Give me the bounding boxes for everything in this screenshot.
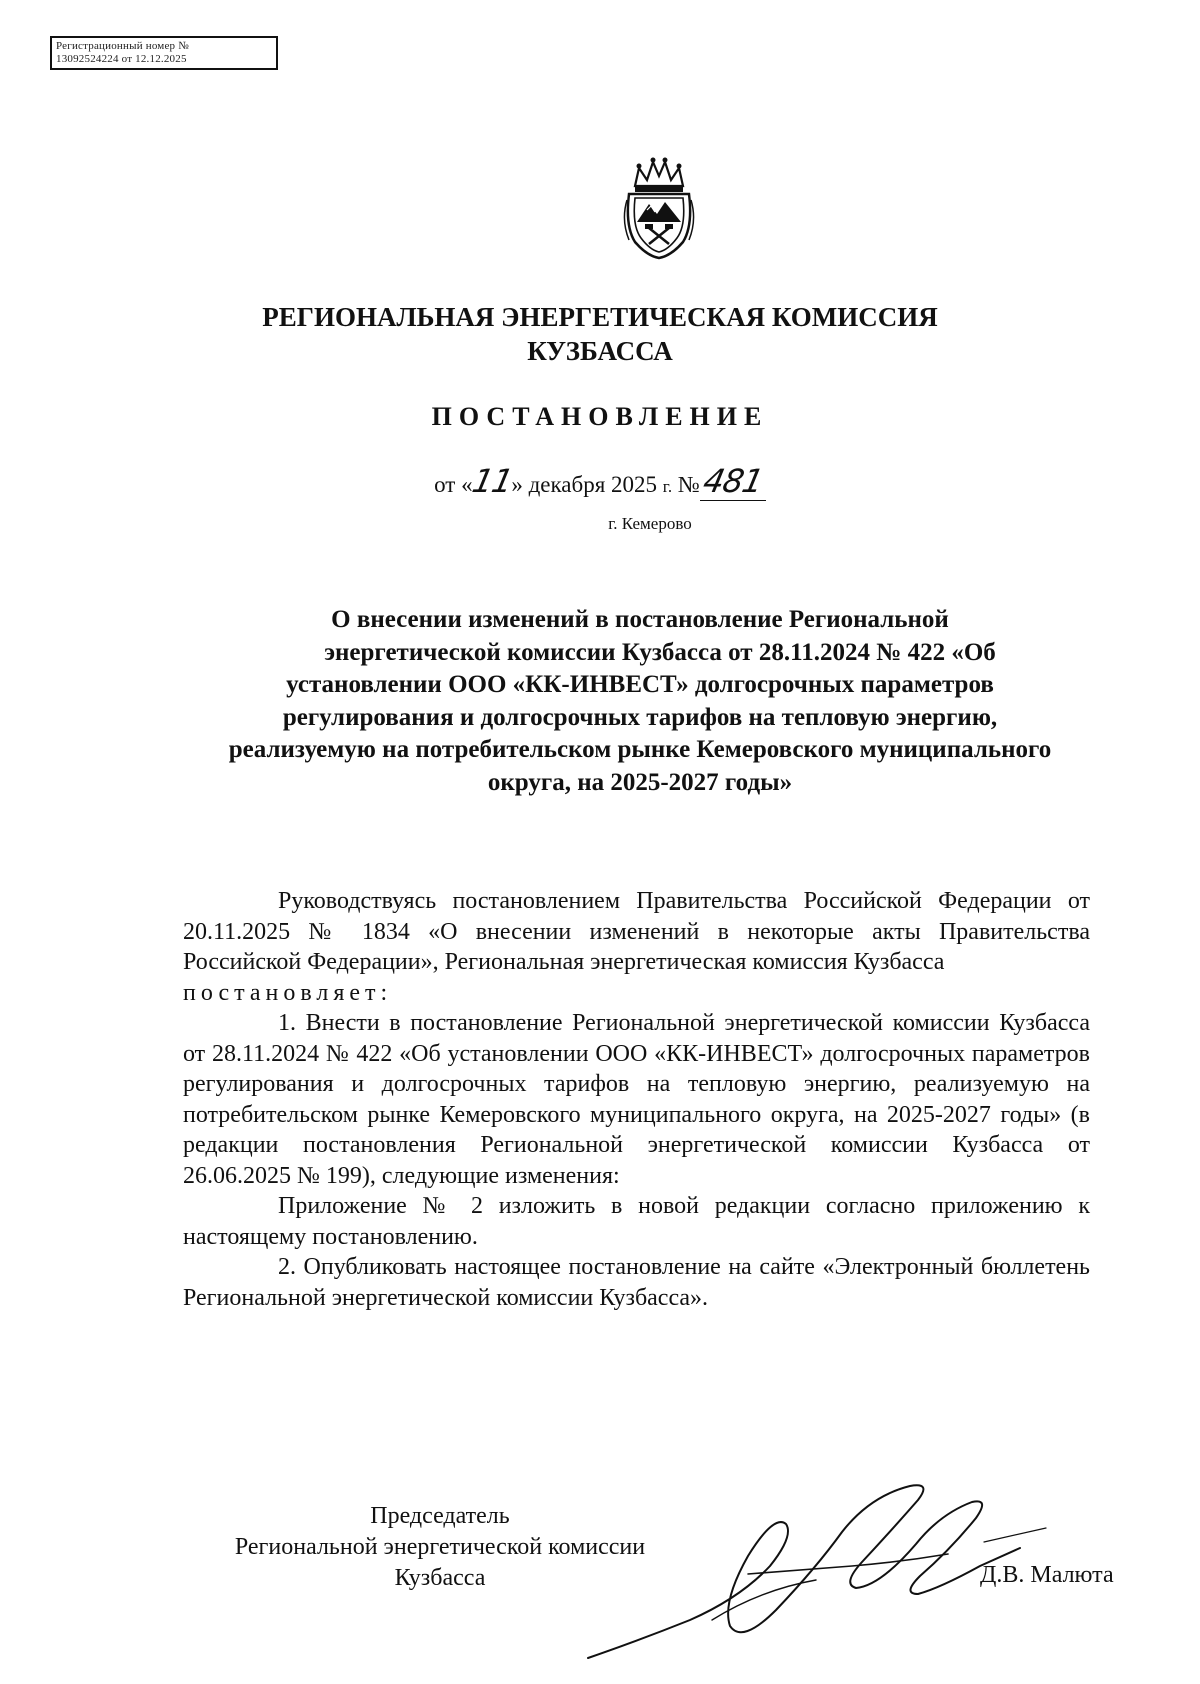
decree-dateline — [0, 462, 1200, 501]
registration-line-1: Регистрационный номер № — [56, 40, 189, 52]
registration-stamp — [50, 36, 278, 70]
resolves-word: постановляет: — [183, 979, 393, 1006]
organization-line-1: РЕГИОНАЛЬНАЯ ЭНЕРГЕТИЧЕСКАЯ КОМИССИЯ — [262, 302, 938, 332]
subject-line-1: О внесении изменений в постановление Региональной — [331, 606, 949, 633]
signatory-position-line-3: Кузбасса — [394, 1565, 486, 1591]
signatory-name: Д.В. Малюта — [980, 1562, 1114, 1588]
item-1-paragraph: 1. Внести в постановление Региональной энергетической комиссии Кузбасса от 28.11.2024 № 422 «Об установлении ООО «КК-ИНВЕСТ» долгосрочных параметров регулирования и долгосрочных тарифов на тепловую энергию, реализуемую на потребительском рынке Кемеровского муниципального округа, на 2025-2027 годы» (в редакции постановления Региональной энергетической комиссии Кузбасса от 26.06.2025 № 199), следующие изменения: — [183, 1010, 1090, 1189]
date-month-year: » декабря 2025 — [511, 472, 663, 497]
organization-name — [0, 300, 1200, 368]
signatory-position-line-1: Председатель — [370, 1503, 510, 1529]
handwritten-day: 11 — [468, 462, 516, 500]
number-prefix: № — [672, 472, 700, 497]
decree-city: г. Кемерово — [608, 514, 692, 533]
year-suffix: г. — [662, 477, 673, 496]
decree-subject — [190, 604, 1090, 799]
decree-title: ПОСТАНОВЛЕНИЕ — [431, 402, 769, 431]
signatory-position-line-2: Региональной энергетической комиссии — [234, 1534, 646, 1560]
decree-number — [700, 462, 766, 501]
organization-line-2: КУЗБАССА — [527, 336, 673, 366]
subject-line-3: установлении ООО «КК-ИНВЕСТ» долгосрочных параметров — [286, 671, 994, 698]
subject-line-4: регулирования и долгосрочных тарифов на тепловую энергию, — [282, 703, 998, 731]
subject-line-5: реализуемую на потребительском рынке Кемеровского муниципального — [228, 736, 1052, 763]
date-prefix: от « — [434, 472, 473, 497]
subject-line-2: энергетической комиссии Кузбасса от 28.11.2024 № 422 «Об — [324, 638, 996, 666]
item-2-paragraph: 2. Опубликовать настоящее постановление на сайте «Электронный бюллетень Региональной энергетической комиссии Кузбасса». — [183, 1254, 1090, 1311]
subject-line-6: округа, на 2025-2027 годы» — [487, 768, 793, 796]
decree-body — [183, 886, 1090, 1313]
registration-line-2: 13092524224 от 12.12.2025 — [56, 53, 187, 65]
kuzbass-coat-of-arms-icon — [621, 156, 697, 260]
item-1-change-paragraph: Приложение № 2 изложить в новой редакции согласно приложению к настоящему постановлению. — [183, 1193, 1090, 1250]
handwritten-number: 481 — [699, 462, 766, 500]
preamble-paragraph: Руководствуясь постановлением Правительства Российской Федерации от 20.11.2025 № 1834 «О внесении изменений в некоторые акты Правительства Российской Федерации», Региональная энергетическая комиссия Кузбасса — [183, 888, 1090, 975]
